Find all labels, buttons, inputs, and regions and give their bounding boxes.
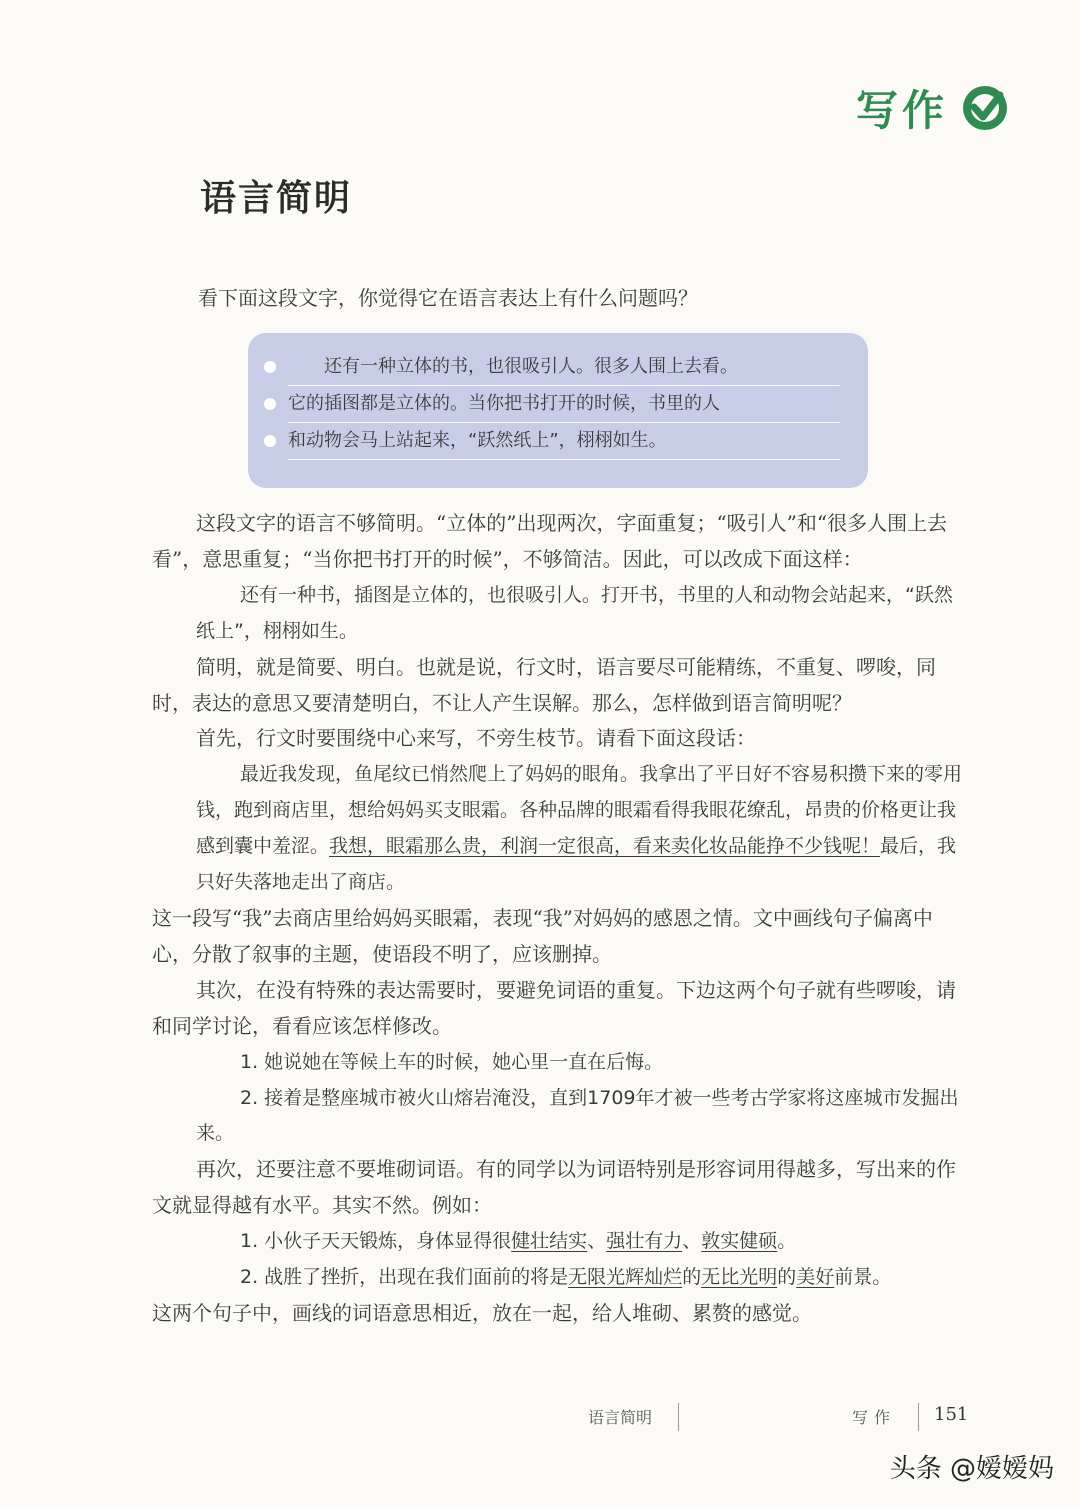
paragraph: 这两个句子中，画线的词语意思相近，放在一起，给人堆砌、累赘的感觉。: [152, 1300, 812, 1325]
page-number: 151: [934, 1404, 969, 1425]
section-label: 写作: [855, 86, 948, 135]
footer-divider: [918, 1403, 919, 1431]
footer-section-label: 写作: [852, 1408, 897, 1427]
example-box: [248, 333, 868, 488]
example-passage: 最近我发现，鱼尾纹已悄然爬上了妈妈的眼角。我拿出了平日好不容易积攒下来的零用钱，跑到商店里，想给妈妈买支眼霜。各种品牌的眼霜看得我眼花缭乱，昂贵的价格更让我感到囊中羞涩。我想，眼霜那么贵，利润一定很高，看来卖化妆品能挣不少钱呢！最后，我只好失落地走出了商店。: [196, 763, 963, 894]
example-sentence: 2. 接着是整座城市被火山熔岩淹没，直到1709年才被一些考古学家将这座城市发掘出来。: [196, 1086, 959, 1145]
footer-divider: [678, 1403, 679, 1431]
example-sentence: 2. 战胜了挫折，出现在我们面前的将是无限光辉灿烂的无比光明的美好前景。: [240, 1266, 892, 1289]
watermark: 头条 @嫒嫒妈: [889, 1454, 1054, 1484]
paragraph: 这段文字的语言不够简明。“立体的”出现两次，字面重复；“吸引人”和“很多人围上去看”，意思重复；“当你把书打开的时候”，不够简洁。因此，可以改成下面这样：: [152, 511, 948, 571]
revised-quote: 还有一种书，插图是立体的，也很吸引人。打开书，书里的人和动物会站起来，“跃然纸上”，栩栩如生。: [196, 583, 953, 642]
check-circle-icon: [960, 83, 1010, 133]
body-text: [152, 506, 964, 1332]
paragraph: 其次，在没有特殊的表达需要时，要避免词语的重复。下边这两个句子就有些啰唆，请和同学讨论，看看应该怎样修改。: [152, 977, 956, 1038]
section-tag: [856, 78, 1010, 138]
footer-chapter-label: 语言简明: [588, 1408, 653, 1427]
bullet-dot: [264, 435, 276, 447]
box-line: 它的插图都是立体的。当你把书打开的时候，书里的人: [288, 386, 840, 423]
bullet-dot: [264, 361, 276, 373]
box-line: 还有一种立体的书，也很吸引人。很多人围上去看。: [288, 349, 840, 386]
paragraph: 再次，还要注意不要堆砌词语。有的同学以为词语特别是形容词用得越多，写出来的作文就显得越有水平。其实不然。例如：: [152, 1157, 956, 1218]
bullet-dot: [264, 398, 276, 410]
example-sentence: 1. 小伙子天天锻炼，身体显得很健壮结实、强壮有力、敦实健硕。: [240, 1230, 797, 1253]
box-line: 和动物会马上站起来，“跃然纸上”，栩栩如生。: [288, 423, 840, 460]
paragraph: 这一段写“我”去商店里给妈妈买眼霜，表现“我”对妈妈的感恩之情。文中画线句子偏离中心，分散了叙事的主题，使语段不明了，应该删掉。: [152, 905, 933, 966]
example-sentence: 1. 她说她在等候上车的时候，她心里一直在后悔。: [240, 1050, 664, 1073]
paragraph: 简明，就是简要、明白。也就是说，行文时，语言要尽可能精练，不重复、啰唆，同时，表达的意思又要清楚明白，不让人产生误解。那么，怎样做到语言简明呢？: [152, 654, 936, 715]
paragraph: 首先，行文时要围绕中心来写，不旁生枝节。请看下面这段话：: [196, 726, 756, 751]
underlined-sentence: 我想，眼霜那么贵，利润一定很高，看来卖化妆品能挣不少钱呢！: [329, 835, 881, 858]
page-title: 语言简明: [200, 177, 353, 219]
intro-question: 看下面这段文字，你觉得它在语言表达上有什么问题吗？: [198, 286, 698, 310]
